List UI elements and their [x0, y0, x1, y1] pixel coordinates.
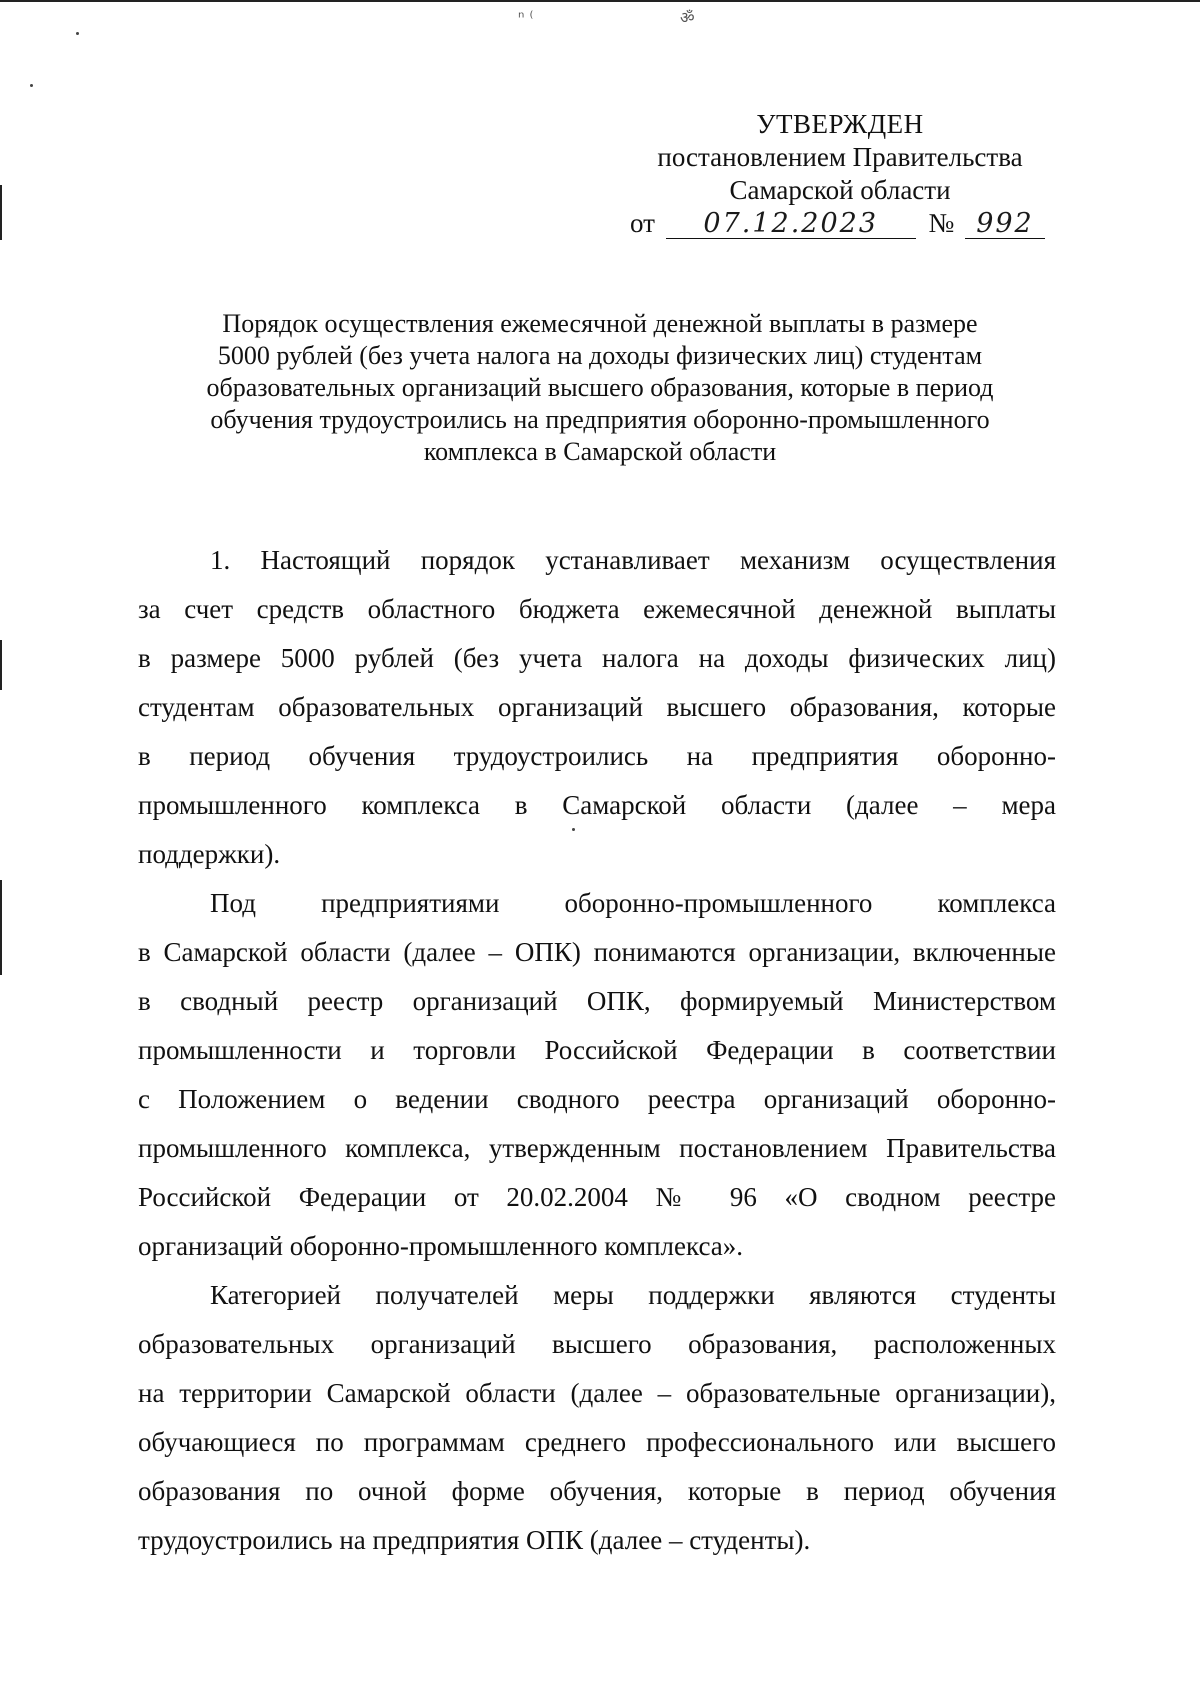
paragraph-line: образования по очной форме обучения, которые в период обучения — [138, 1476, 1056, 1506]
paragraph-line: в Самарской области (далее – ОПК) понимаются организации, включенные — [138, 937, 1056, 967]
paragraph-line: 1. Настоящий порядок устанавливает механизм осуществления — [210, 545, 1056, 575]
scan-edge-mark — [0, 185, 2, 240]
paragraph-line: трудоустроились на предприятия ОПК (далее – студенты). — [138, 1525, 811, 1555]
paragraph-line: организаций оборонно-промышленного комплекса». — [138, 1231, 744, 1261]
paragraph-line: в период обучения трудоустроились на предприятия оборонно- — [138, 741, 1056, 771]
paragraph-2 — [138, 879, 1056, 1271]
paragraph-line: на территории Самарской области (далее – образовательные организации), — [138, 1378, 1056, 1408]
paragraph-line: в размере 5000 рублей (без учета налога на доходы физических лиц) — [138, 643, 1056, 673]
paragraph-line: образовательных организаций высшего образования, расположенных — [138, 1329, 1056, 1359]
paragraph-line: Категорией получателей меры поддержки являются студенты — [210, 1280, 1056, 1310]
paragraph-line: промышленности и торговли Российской Федерации в соответствии — [138, 1035, 1056, 1065]
title-line: комплекса в Самарской области — [423, 437, 777, 466]
paragraph-line: промышленного комплекса, утвержденным постановлением Правительства — [138, 1133, 1056, 1163]
paragraph-line: промышленного комплекса в Самарской области (далее – мера — [138, 790, 1056, 820]
scan-glyph: ⁿ ⁽ — [518, 8, 534, 27]
paragraph-line: в сводный реестр организаций ОПК, формируемый Министерством — [138, 986, 1056, 1016]
paragraph-line: с Положением о ведении сводного реестра организаций оборонно- — [138, 1084, 1056, 1114]
handwritten-number: 992 — [965, 210, 1045, 239]
approval-stamp: УТВЕРЖДЕН — [756, 109, 924, 139]
title-line: образовательных организаций высшего образования, которые в период — [206, 373, 994, 402]
scan-top-border — [0, 0, 1200, 2]
paragraph-line: студентам образовательных организаций высшего образования, которые — [138, 692, 1056, 722]
paragraph-line: поддержки). — [138, 839, 281, 869]
approval-line-2: постановлением Правительства — [657, 142, 1023, 172]
paragraph-line: обучающиеся по программам среднего профессионального или высшего — [138, 1427, 1056, 1457]
scan-speck — [30, 84, 33, 87]
approval-block — [630, 108, 1050, 240]
document-body — [138, 536, 1056, 1565]
number-prefix: № — [928, 208, 955, 238]
paragraph-3 — [138, 1271, 1056, 1565]
document-title — [150, 308, 1050, 468]
handwritten-date: 07.12.2023 — [666, 210, 916, 239]
scan-speck — [76, 32, 79, 35]
scan-edge-mark — [0, 880, 2, 975]
paragraph-1 — [138, 536, 1056, 879]
title-line: 5000 рублей (без учета налога на доходы физических лиц) студентам — [217, 341, 983, 370]
date-prefix: от — [630, 208, 655, 238]
approval-line-3: Самарской области — [729, 175, 951, 205]
paragraph-line: Под предприятиями оборонно-промышленного комплекса — [210, 888, 1056, 918]
title-line: обучения трудоустроились на предприятия оборонно-промышленного — [210, 405, 990, 434]
scan-edge-mark — [0, 640, 2, 690]
approval-date-row — [630, 207, 1050, 240]
title-line: Порядок осуществления ежемесячной денежной выплаты в размере — [222, 309, 978, 338]
paragraph-line: за счет средств областного бюджета ежемесячной денежной выплаты — [138, 594, 1056, 624]
paragraph-line: Российской Федерации от 20.02.2004 № 96 «О сводном реестре — [138, 1182, 1056, 1212]
scan-glyph: ॐ — [680, 8, 695, 27]
